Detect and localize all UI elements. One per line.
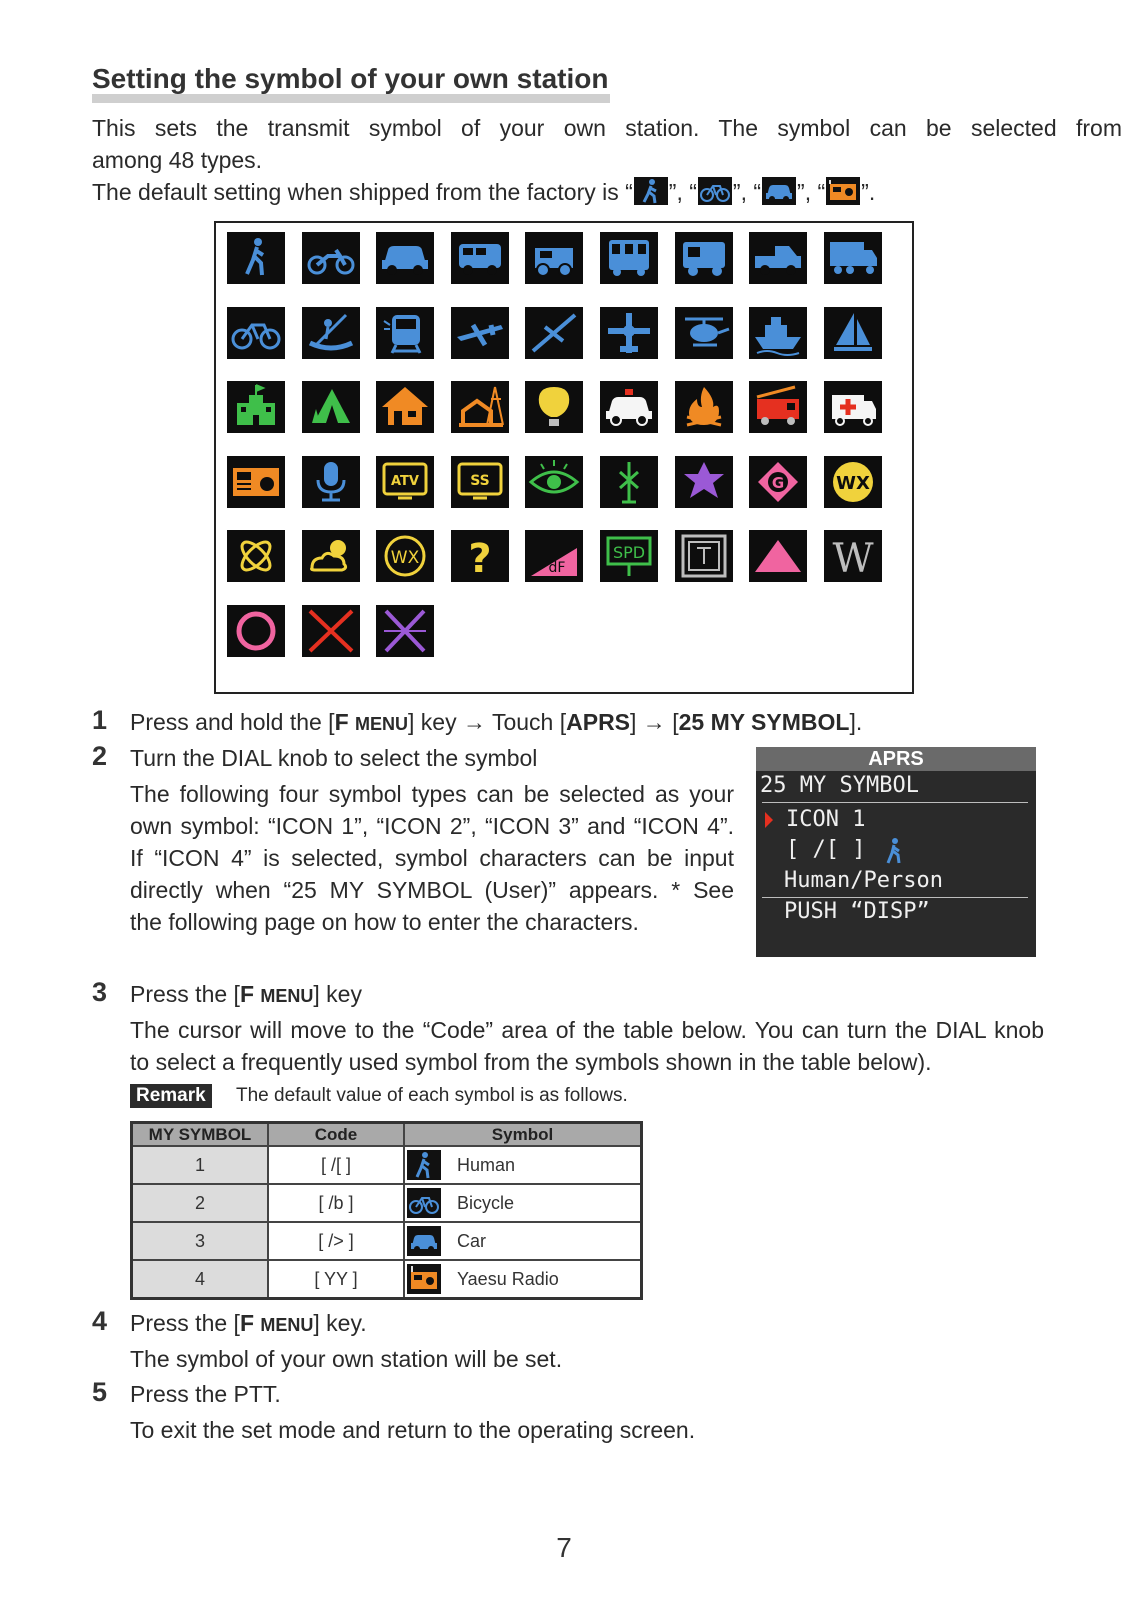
- table-row: [132, 1184, 642, 1222]
- motorcycle-icon: [302, 232, 360, 284]
- svg-text:G: G: [772, 473, 785, 492]
- small-plane-icon: [451, 307, 509, 359]
- page-title: Setting the symbol of your own station: [92, 64, 610, 103]
- step-5-number: 5: [92, 1377, 108, 1407]
- svg-text:ATV: ATV: [391, 473, 420, 489]
- row-number: 4: [132, 1260, 269, 1299]
- step-3-line-1: The cursor will move to the “Code” area of the table below. You can turn the DIAL knob: [130, 1017, 1044, 1043]
- page-number: 7: [556, 1532, 572, 1563]
- symbol-grid: [214, 221, 914, 694]
- lcd-push-disp: PUSH “DISP”: [784, 899, 930, 924]
- car-icon: [762, 177, 796, 205]
- star-icon: [675, 456, 733, 508]
- lcd-menu-title: 25 MY SYMBOL: [760, 773, 919, 798]
- step-2-line-5: the following page on how to enter the characters.: [130, 909, 639, 935]
- school-icon: [227, 381, 285, 433]
- svg-text:SPD: SPD: [612, 543, 646, 562]
- df-icon: [525, 530, 583, 582]
- question-icon: [451, 530, 509, 582]
- microphone-icon: [302, 456, 360, 508]
- car-icon: [407, 1226, 441, 1256]
- weather-icon: [302, 530, 360, 582]
- fire-icon: [675, 381, 733, 433]
- yaesu-radio-icon: [407, 1264, 441, 1294]
- w-icon: [824, 530, 882, 582]
- bus-icon: [600, 232, 658, 284]
- row-code: [ /> ]: [268, 1222, 404, 1260]
- glider-icon: [525, 307, 583, 359]
- step-1-text: Press and hold the [F MENU] key → Touch [APRS] → [25 MY SYMBOL].: [130, 709, 863, 735]
- antenna-icon: [600, 456, 658, 508]
- step-3-line-2: to select a frequently used symbol from the symbols shown in the table below).: [130, 1049, 932, 1075]
- ship-icon: [749, 307, 807, 359]
- step-4-number: 4: [92, 1306, 108, 1336]
- ambulance-icon: [824, 381, 882, 433]
- atv-icon: [376, 456, 434, 508]
- row-symbol-name: Human: [443, 1146, 642, 1184]
- row-number: 2: [132, 1184, 269, 1222]
- lcd-divider: [762, 802, 1028, 803]
- triangle-icon: [749, 530, 807, 582]
- walker-icon: [407, 1150, 441, 1180]
- svg-text:?: ?: [468, 536, 492, 582]
- tower-house-icon: [451, 381, 509, 433]
- walker-icon: [227, 232, 285, 284]
- cross-icon: [302, 605, 360, 657]
- column-header: Symbol: [404, 1123, 642, 1147]
- lcd-screen: [756, 747, 1036, 957]
- row-symbol-name: Bicycle: [443, 1184, 642, 1222]
- police-car-icon: [600, 381, 658, 433]
- lcd-header: APRS: [756, 747, 1036, 771]
- yaesu-radio-icon: [826, 177, 860, 205]
- balloon-icon: [525, 381, 583, 433]
- circle-icon: [227, 605, 285, 657]
- step-3-heading: Press the [F MENU] key: [130, 981, 362, 1007]
- bicycle-icon: [227, 307, 285, 359]
- lcd-symbol-name: Human/Person: [784, 868, 943, 893]
- step-1-number: 1: [92, 705, 108, 735]
- row-number: 1: [132, 1146, 269, 1184]
- intro-default-line: The default setting when shipped from the factory is “ ”, “ ”, “ ”, “ ”.: [92, 179, 876, 205]
- row-code: [ /[ ]: [268, 1146, 404, 1184]
- gate-icon: [749, 456, 807, 508]
- frame-icon: [675, 530, 733, 582]
- step-2-line-2: own symbol: “ICON 1”, “ICON 2”, “ICON 3” and “ICON 4”.: [130, 813, 734, 839]
- walker-icon: [634, 177, 668, 205]
- walker-icon: [884, 837, 904, 869]
- airplane-icon: [600, 307, 658, 359]
- jeep-icon: [525, 232, 583, 284]
- row-number: 3: [132, 1222, 269, 1260]
- wx-circle-icon: [376, 530, 434, 582]
- kayak-icon: [302, 307, 360, 359]
- svg-text:WX: WX: [390, 548, 420, 568]
- fire-truck-icon: [749, 381, 807, 433]
- car-icon: [376, 232, 434, 284]
- van-icon: [451, 232, 509, 284]
- intro-line-1: This sets the transmit symbol of your own station. The symbol can be selected from: [92, 115, 1122, 141]
- helicopter-icon: [675, 307, 733, 359]
- step-5-heading: Press the PTT.: [130, 1381, 281, 1407]
- bicycle-icon: [698, 177, 732, 205]
- yaesu-radio-icon: [227, 456, 285, 508]
- sstv-icon: [451, 456, 509, 508]
- column-header: Code: [268, 1123, 404, 1147]
- step-2-line-3: If “ICON 4” is selected, symbol characters can be input: [130, 845, 734, 871]
- step-2-heading: Turn the DIAL knob to select the symbol: [130, 745, 538, 771]
- lcd-code: [ /[ ]: [786, 837, 866, 862]
- step-4-heading: Press the [F MENU] key.: [130, 1310, 367, 1336]
- remark-badge: Remark: [130, 1084, 212, 1108]
- crossed-x-icon: [376, 605, 434, 657]
- row-code: [ /b ]: [268, 1184, 404, 1222]
- svg-text:WX: WX: [835, 472, 870, 494]
- step-5-line-1: To exit the set mode and return to the operating screen.: [130, 1417, 696, 1443]
- speed-icon: [600, 530, 658, 582]
- step-3-number: 3: [92, 977, 108, 1007]
- table-row: [132, 1222, 642, 1260]
- cursor-arrow-icon: [764, 811, 774, 833]
- bicycle-icon: [407, 1188, 441, 1218]
- eye-icon: [525, 456, 583, 508]
- row-symbol-name: Yaesu Radio: [443, 1260, 642, 1299]
- table-row: [132, 1146, 642, 1184]
- campground-icon: [302, 381, 360, 433]
- svg-text:dF: dF: [548, 560, 566, 576]
- step-2-number: 2: [92, 741, 108, 771]
- step-2-line-4: directly when “25 MY SYMBOL (User)” appears. * See: [130, 877, 734, 903]
- pickup-truck-icon: [749, 232, 807, 284]
- intro-line-2: among 48 types.: [92, 147, 263, 173]
- remark-text: The default value of each symbol is as follows.: [236, 1085, 628, 1106]
- rv-icon: [675, 232, 733, 284]
- train-icon: [376, 307, 434, 359]
- column-header: MY SYMBOL: [132, 1123, 269, 1147]
- atom-icon: [227, 530, 285, 582]
- step-4-line-1: The symbol of your own station will be set.: [130, 1346, 563, 1372]
- row-code: [ YY ]: [268, 1260, 404, 1299]
- lcd-icon-option: ICON 1: [786, 807, 866, 832]
- table-header-row: [132, 1123, 642, 1147]
- svg-text:W: W: [832, 536, 874, 582]
- symbol-table: [130, 1121, 643, 1300]
- house-icon: [376, 381, 434, 433]
- truck-icon: [824, 232, 882, 284]
- svg-text:SS: SS: [470, 472, 490, 489]
- wx-yellow-icon: [824, 456, 882, 508]
- row-symbol-name: Car: [443, 1222, 642, 1260]
- sailboat-icon: [824, 307, 882, 359]
- lcd-divider: [762, 897, 1028, 898]
- table-row: [132, 1260, 642, 1299]
- step-2-line-1: The following four symbol types can be selected as your: [130, 781, 734, 807]
